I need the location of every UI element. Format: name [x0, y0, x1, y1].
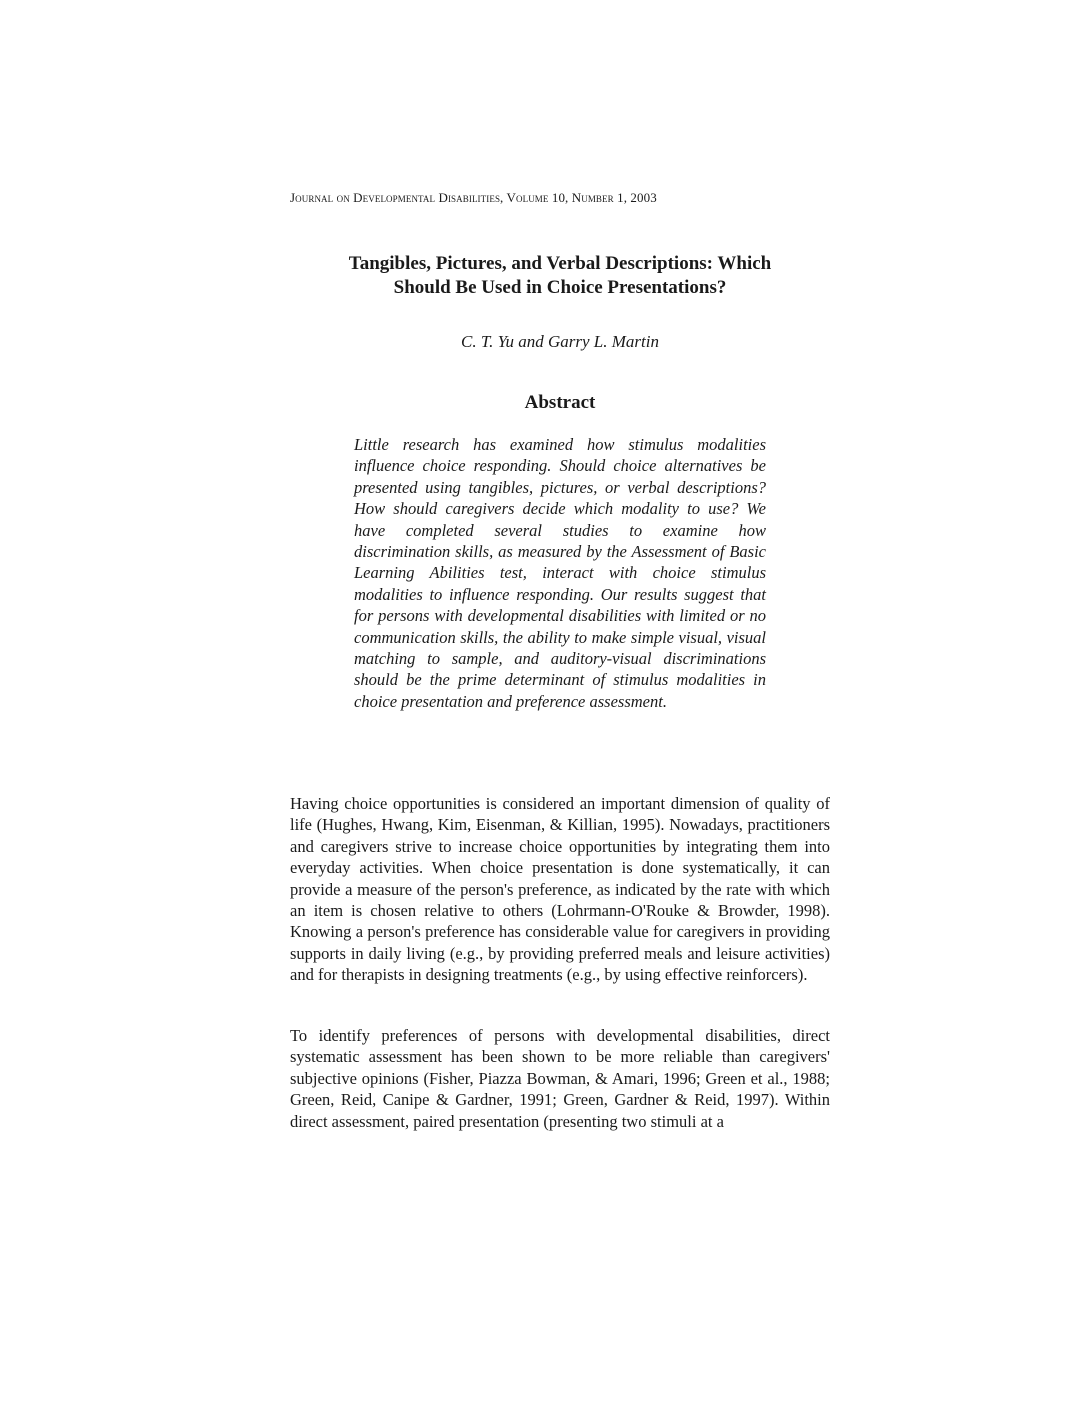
body-paragraph-2: To identify preferences of persons with developmental disabilities, direct systematic assessment has been shown to be more reliable than caregivers' subjective opinions (Fisher, Piazza Bowman, & Amari, 1996; Green et al., 1988; Green, Reid, Canipe & Gardner, 1991; Green, Gardner & Reid, 1997). Within direct assessment, paired presentation (presenting two stimuli at a — [290, 1026, 830, 1131]
title-line-2: Should Be Used in Choice Presentations? — [393, 277, 727, 298]
abstract-text: Little research has examined how stimulus modalities influence choice responding. Should choice alternatives be presented using tangibles, pictures, or verbal descriptions? How should caregivers decide which modality to use? We have completed several studies to examine how discrimination skills, as measured by the Assessment of Basic Learning Abilities test, interact with choice stimulus modalities to influence responding. Our results suggest that for persons with developmental disabilities with limited or no communication skills, the ability to make simple visual, visual matching to sample, and auditory-visual discriminations should be the prime determinant of stimulus modalities in choice presentation and preference assessment. — [354, 435, 766, 711]
title-line-1: Tangibles, Pictures, and Verbal Descriptions: Which — [348, 253, 772, 274]
authors: C. T. Yu and Garry L. Martin — [461, 332, 659, 351]
body-paragraph-1: Having choice opportunities is considered an important dimension of quality of life (Hughes, Hwang, Kim, Eisenman, & Killian, 1995). Nowadays, practitioners and caregivers strive to increase choice opportunities by integrating them into everyday activities. When choice presentation is done systematically, it can provide a measure of the person's preference, as indicated by the rate with which an item is chosen relative to others (Lohrmann-O'Rouke & Browder, 1998). Knowing a person's preference has considerable value for caregivers in providing supports in daily living (e.g., by providing preferred meals and leisure activities) and for therapists in designing treatments (e.g., by using effective reinforcers). — [290, 794, 830, 985]
paper-title — [290, 252, 830, 300]
running-head: Journal on Developmental Disabilities, Volume 10, Number 1, 2003 — [290, 190, 657, 205]
abstract-heading: Abstract — [524, 392, 596, 413]
